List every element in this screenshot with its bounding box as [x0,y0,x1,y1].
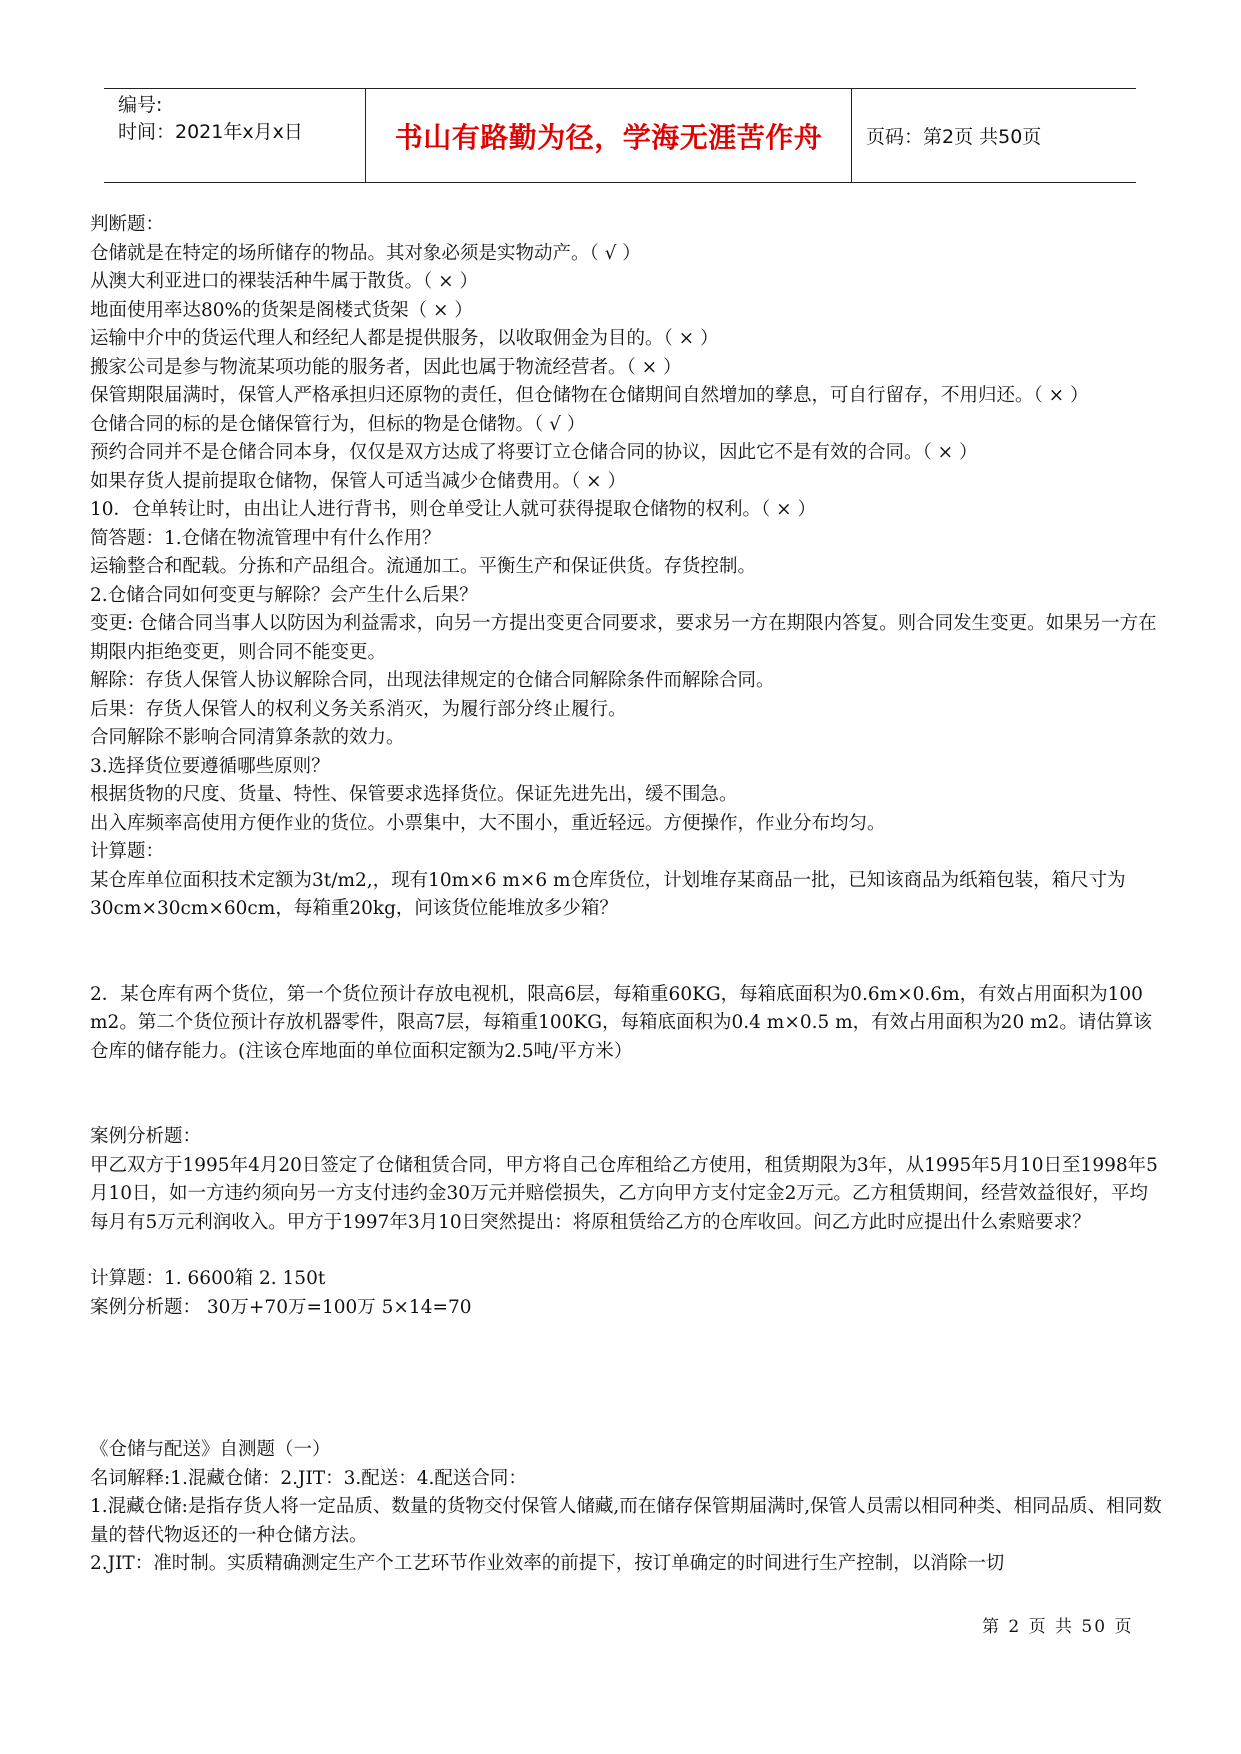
header-info-cell [104,89,366,182]
blank-space [90,1322,1165,1436]
question-paragraph: 名词解释:1.混藏仓储：2.JIT：3.配送：4.配送合同： [90,1467,527,1489]
question-paragraph: 2.仓储合同如何变更与解除？会产生什么后果？ [90,584,478,606]
answer-paragraph: 1.混藏仓储:是指存货人将一定品质、数量的货物交付保管人储藏,而在储存保管期届满时,保管人员需以相同种类、相同品质、相同数量的替代物返还的一种仓储方法。 [90,1496,1162,1546]
answer-paragraph: 根据货物的尺度、货量、特性、保管要求选择货位。保证先进先出，缓不围急。 [90,784,738,805]
page-footer: 第 2 页 共 50 页 [982,1617,1134,1637]
blank-space [90,924,1165,981]
judgment-item: 保管期限届满时，保管人严格承担归还原物的责任，但仓储物在仓储期间自然增加的孳息，可自行留存，不用归还。（ × ） [90,385,1089,406]
document-body [90,211,1165,1579]
section-heading: 简答题：1.仓储在物流管理中有什么作用？ [90,527,441,549]
document-header [104,88,1136,183]
answer-paragraph: 计算题：1. 6600箱 2. 150t [90,1268,326,1289]
judgment-item: 如果存货人提前提取仓储物，保管人可适当减少仓储费用。（ × ） [90,470,627,492]
judgment-item: 搬家公司是参与物流某项功能的服务者，因此也属于物流经营者。（ × ） [90,356,682,378]
answer-paragraph: 解除：存货人保管人协议解除合同，出现法律规定的仓储合同解除条件而解除合同。 [90,670,775,691]
time-label: 时间：2021年x月x日 [118,121,303,143]
section-heading: 计算题： [90,841,165,862]
answer-paragraph: 合同解除不影响合同清算条款的效力。 [90,727,405,748]
judgment-item: 预约合同并不是仓储合同本身，仅仅是双方达成了将要订立仓储合同的协议，因此它不是有效的合同。（ × ） [90,442,978,463]
judgment-item: 运输中介中的货运代理人和经纪人都是提供服务，以收取佣金为目的。（ × ） [90,328,719,349]
question-paragraph: 2．某仓库有两个货位，第一个货位预计存放电视机，限高6层，每箱重60KG，每箱底面积为0.6m×0.6m，有效占用面积为100 m2。第二个货位预计存放机器零件，限高7层，每箱重100KG，每箱底面积为0.4 m×0.5 m，有效占用面积为20 m2。请估算该仓库的储存能力。(注该仓库地面的单位面积定额为2.5吨/平方米） [90,983,1152,1062]
section-heading: 案例分析题： [90,1126,202,1147]
answer-paragraph: 后果：存货人保管人的权利义务关系消灭，为履行部分终止履行。 [90,698,627,720]
judgment-item: 仓储就是在特定的场所储存的物品。其对象必须是实物动产。（ √ ） [90,242,641,264]
judgment-item: 仓储合同的标的是仓储保管行为，但标的物是仓储物。（ √ ） [90,413,586,435]
section-heading: 判断题： [90,214,165,235]
answer-paragraph: 案例分析题： 30万+70万=100万 5×14=70 [90,1296,472,1318]
header-page-cell [852,89,1136,182]
page-label: 页码：第2页 共50页 [866,126,1042,148]
answer-paragraph: 运输整合和配载。分拣和产品组合。流通加工。平衡生产和保证供货。存货控制。 [90,556,757,577]
section-heading: 《仓储与配送》自测题（一） [90,1439,331,1460]
blank-space [90,1237,1165,1265]
judgment-item: 从澳大利亚进口的裸装活种牛属于散货。（ × ） [90,271,479,292]
blank-space [90,1066,1165,1123]
question-paragraph: 3.选择货位要遵循哪些原则？ [90,755,330,777]
answer-paragraph: 2.JIT：准时制。实质精确测定生产个工艺环节作业效率的前提下，按订单确定的时间进行生产控制，以消除一切 [90,1553,1005,1574]
motto-text: 书山有路勤为径，学海无涯苦作舟 [394,120,823,154]
judgment-item: 地面使用率达80%的货架是阁楼式货架（ × ） [90,299,473,321]
question-paragraph: 甲乙双方于1995年4月20日签定了仓储租赁合同，甲方将自己仓库租给乙方使用，租赁期限为3年，从1995年5月10日至1998年5月10日，如一方违约须向另一方支付违约金30万元并赔偿损失，乙方向甲方支付定金2万元。乙方租赁期间，经营效益很好，平均每月有5万元利润收入。甲方于1997年3月10日突然提出：将原租赁给乙方的仓库收回。问乙方此时应提出什么索赔要求？ [90,1154,1158,1233]
judgment-item: 10．仓单转让时，由出让人进行背书，则仓单受让人就可获得提取仓储物的权利。（ × ） [90,499,817,520]
answer-paragraph: 出入库频率高使用方便作业的货位。小票集中，大不围小，重近轻远。方便操作，作业分布均匀。 [90,812,886,834]
header-motto-cell [366,89,852,182]
number-label: 编号: [118,94,163,116]
question-paragraph: 某仓库单位面积技术定额为3t/m2,，现有10m×6 m×6 m仓库货位，计划堆存某商品一批，已知该商品为纸箱包装，箱尺寸为30cm×30cm×60cm，每箱重20kg，问该货位能堆放多少箱？ [90,869,1126,919]
answer-paragraph: 变更: 仓储合同当事人以防因为利益需求，向另一方提出变更合同要求，要求另一方在期限内答复。则合同发生变更。如果另一方在期限内拒绝变更，则合同不能变更。 [90,613,1157,663]
